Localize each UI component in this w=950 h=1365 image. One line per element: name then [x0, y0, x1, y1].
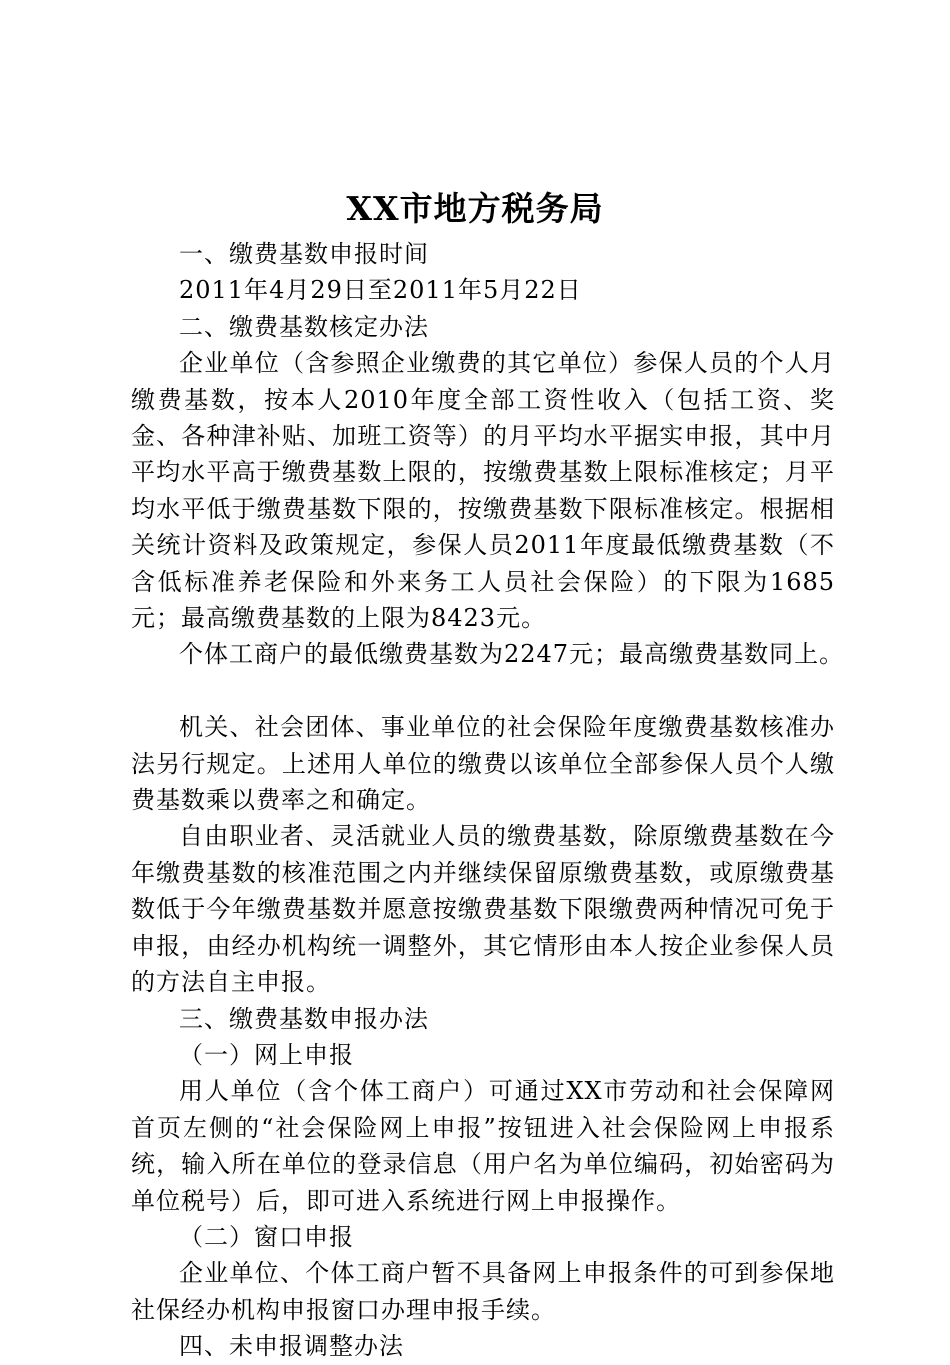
paragraph-individual-business: 个体工商户的最低缴费基数为2247元；最高缴费基数同上。	[179, 640, 845, 669]
paragraph-spacer	[131, 673, 835, 709]
document-title: XX市地方税务局	[346, 189, 604, 228]
paragraph-institutions: 机关、社会团体、事业单位的社会保险年度缴费基数核准办法另行规定。上述用人单位的缴费以该单位全部参保人员个人缴费基数乘以费率之和确定。	[131, 713, 835, 815]
document-body	[131, 236, 845, 1365]
section-heading-1: 一、缴费基数申报时间	[179, 240, 429, 268]
paragraph-enterprise-base: 企业单位（含参照企业缴费的其它单位）参保人员的个人月缴费基数，按本人2010年度全部工资性收入（包括工资、奖金、各种津补贴、加班工资等）的月平均水平据实申报，其中月平均水平高于缴费基数上限的，按缴费基数上限标准核定；月平均水平低于缴费基数下限的，按缴费基数下限标准核定。根据相关统计资料及政策规定，参保人员2011年度最低缴费基数（不含低标准养老保险和外来务工人员社会保险）的下限为1685元；最高缴费基数的上限为8423元。	[131, 349, 835, 633]
paragraph-freelancers: 自由职业者、灵活就业人员的缴费基数，除原缴费基数在今年缴费基数的核准范围之内并继续保留原缴费基数，或原缴费基数低于今年缴费基数并愿意按缴费基数下限缴费两种情况可免于申报，由经办机构统一调整外，其它情形由本人按企业参保人员的方法自主申报。	[131, 822, 835, 997]
subsection-online: （一）网上申报	[179, 1040, 354, 1069]
section-heading-4: 四、未申报调整办法	[179, 1332, 404, 1361]
subsection-window: （二）窗口申报	[179, 1222, 354, 1251]
section-heading-2: 二、缴费基数核定办法	[179, 312, 429, 341]
report-period: 2011年4月29日至2011年5月22日	[179, 276, 582, 305]
paragraph-online-report: 用人单位（含个体工商户）可通过XX市劳动和社会保障网首页左侧的“社会保险网上申报”按钮进入社会保险网上申报系统，输入所在单位的登录信息（用户名为单位编码，初始密码为单位税号）后，即可进入系统进行网上申报操作。	[131, 1077, 835, 1215]
paragraph-window-report: 企业单位、个体工商户暂不具备网上申报条件的可到参保地社保经办机构申报窗口办理申报手续。	[131, 1259, 835, 1324]
section-heading-3: 三、缴费基数申报办法	[179, 1004, 429, 1033]
